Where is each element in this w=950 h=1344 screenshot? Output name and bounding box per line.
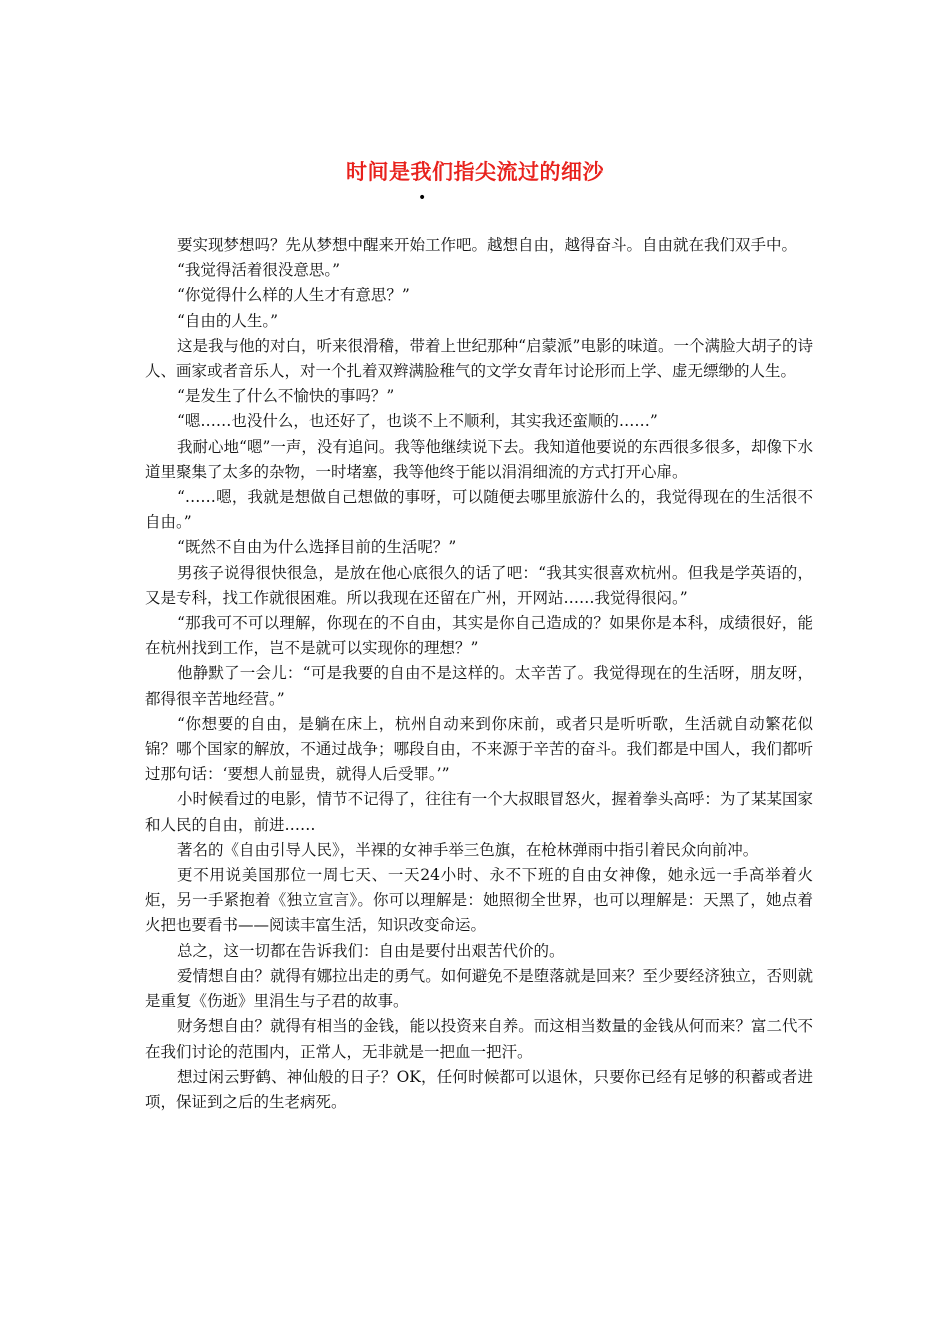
paragraph: “那我可不可以理解，你现在的不自由，其实是你自己造成的？如果你是本科，成绩很好，能在杭州找到工作，岂不是就可以实现你的理想？” (145, 614, 813, 658)
paragraph: 更不用说美国那位一周七天、一天24小时、永不下班的自由女神像，她永远一手高举着火炬，另一手紧抱着《独立宣言》。你可以理解是：她照彻全世界，也可以理解是：天黑了，她点着火把也要看书——阅读丰富生活，知识改变命运。 (145, 866, 813, 935)
paragraph: “自由的人生。” (177, 311, 279, 330)
page-title: 时间是我们指尖流过的细沙 (346, 160, 604, 184)
paragraph: 想过闲云野鹤、神仙般的日子？OK，任何时候都可以退休，只要你已经有足够的积蓄或者进项，保证到之后的生老病死。 (145, 1067, 813, 1111)
paragraph: “你觉得什么样的人生才有意思？” (177, 286, 410, 305)
paragraph: 男孩子说得很快很急，是放在他心底很久的话了吧：“我其实很喜欢杭州。但我是学英语的，又是专科，找工作就很困难。所以我现在还留在广州，开网站……我觉得很闷。” (145, 563, 813, 607)
paragraph: “我觉得活着很没意思。” (177, 261, 341, 280)
paragraph: “嗯……也没什么，也还好了，也谈不上不顺利，其实我还蛮顺的……” (177, 412, 658, 431)
paragraph: 爱情想自由？就得有娜拉出走的勇气。如何避免不是堕落就是回来？至少要经济独立，否则就是重复《伤逝》里涓生与子君的故事。 (145, 966, 813, 1011)
paragraph: 这是我与他的对白，听来很滑稽，带着上世纪那种“启蒙派”电影的味道。一个满脸大胡子的诗人、画家或者音乐人，对一个扎着双辫满脸稚气的文学女青年讨论形而上学、虚无缥缈的人生。 (145, 336, 813, 381)
paragraph: “……嗯，我就是想做自己想做的事呀，可以随便去哪里旅游什么的，我觉得现在的生活很不自由。” (145, 488, 813, 532)
paragraph: 著名的《自由引导人民》，半裸的女神手举三色旗，在枪林弹雨中指引着民众向前冲。 (177, 840, 759, 859)
article-body (145, 233, 813, 1115)
paragraph: 财务想自由？就得有相当的金钱，能以投资来自养。而这相当数量的金钱从何而来？富二代不在我们讨论的范围内，正常人，无非就是一把血一把汗。 (145, 1017, 813, 1061)
paragraph: “你想要的自由，是躺在床上，杭州自动来到你床前，或者只是听听歌，生活就自动繁花似锦？哪个国家的解放，不通过战争；哪段自由，不来源于辛苦的奋斗。我们都是中国人，我们都听过那句话：‘要想人前显贵，就得人后受罪。’” (145, 714, 813, 784)
paragraph: “是发生了什么不愉快的事吗？” (177, 387, 395, 406)
paragraph: 我耐心地“嗯”一声，没有追问。我等他继续说下去。我知道他要说的东西很多很多，却像下水道里聚集了太多的杂物，一时堵塞，我等他终于能以涓涓细流的方式打开心扉。 (145, 437, 813, 481)
paragraph: 他静默了一会儿：“可是我要的自由不是这样的。太辛苦了。我觉得现在的生活呀，朋友呀，都得很辛苦地经营。” (145, 664, 813, 708)
paragraph: 要实现梦想吗？先从梦想中醒来开始工作吧。越想自由，越得奋斗。自由就在我们双手中。 (177, 236, 798, 254)
title-bullet: • (418, 190, 427, 206)
paragraph: 小时候看过的电影，情节不记得了，往往有一个大叔眼冒怒火，握着拳头高呼：为了某某国家和人民的自由，前进…… (145, 790, 813, 834)
paragraph: “既然不自由为什么选择目前的生活呢？” (177, 538, 457, 557)
paragraph: 总之，这一切都在告诉我们：自由是要付出艰苦代价的。 (177, 941, 565, 960)
